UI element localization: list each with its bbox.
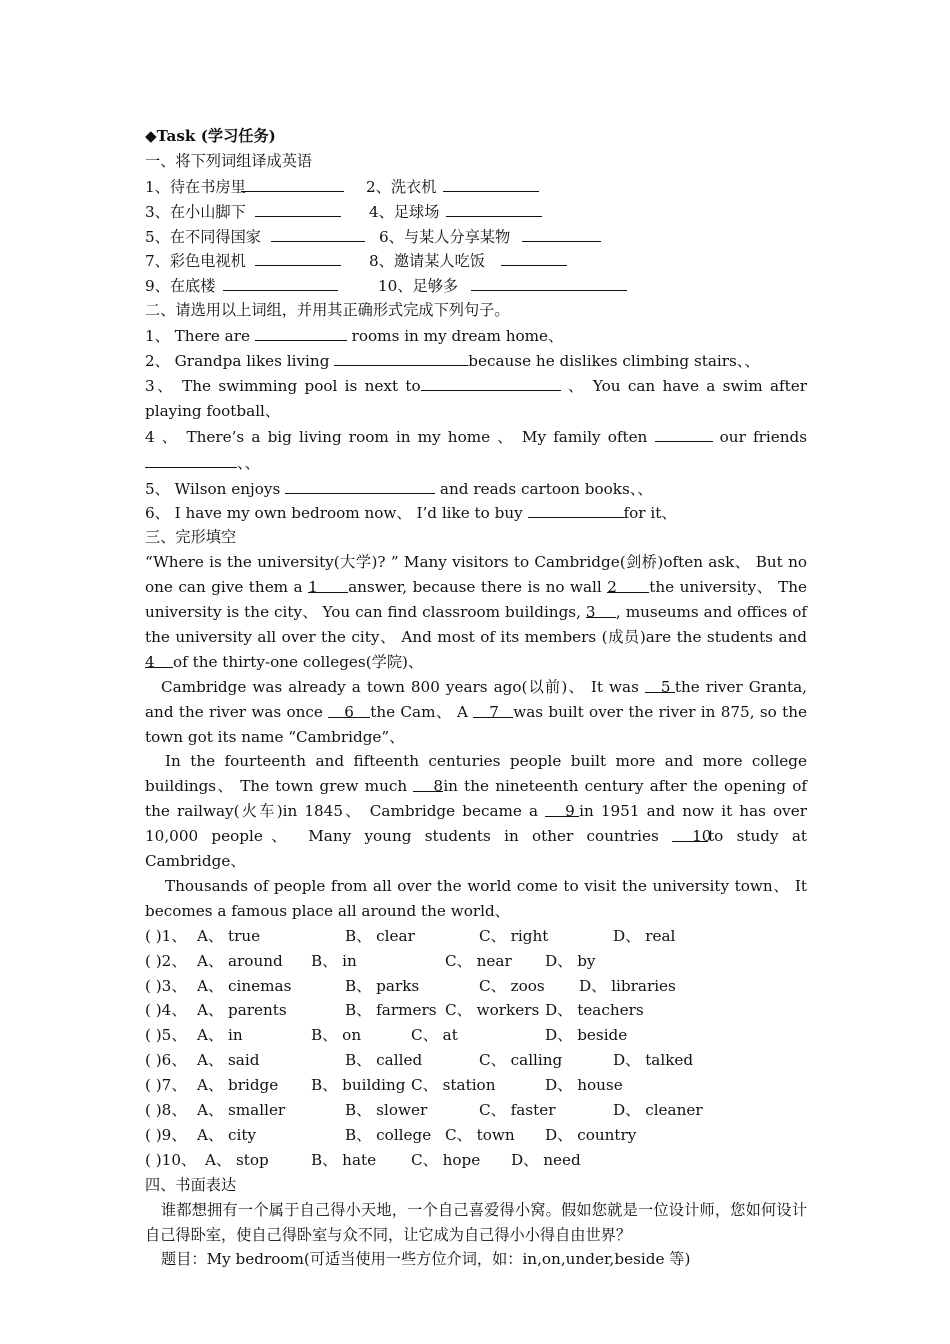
cloze-text: in 1951 and now it has over 10,000 people、 Many young students in other countries <box>145 802 807 846</box>
option-a[interactable]: A、 stop <box>205 1150 269 1169</box>
answer-blank[interactable] <box>145 450 237 468</box>
cloze-blank-1[interactable]: 1 <box>308 575 348 593</box>
sentence-text: 1、 There are <box>145 327 255 346</box>
option-b[interactable]: B、 clear <box>345 926 415 945</box>
option-b[interactable]: B、 called <box>345 1051 423 1070</box>
sentence-1 <box>145 323 807 348</box>
cloze-text: In the fourteenth and fifteenth centuries people built more and more college buildings、 The town grew much <box>145 752 807 796</box>
writing-prompt: 谁都想拥有一个属于自己得小天地，一个自己喜爱得小窝。假如您就是一位设计师，您如何设计自己得卧室，使自己得卧室与众不同，让它成为自己得小小得自由世界？ <box>145 1200 807 1244</box>
question-number: ( )8、 <box>145 1101 187 1120</box>
sentence-text: 4 、 There’s a big living room in my home 、 My family often <box>145 427 655 446</box>
cloze-option-row <box>145 949 807 974</box>
option-d[interactable]: D、 need <box>511 1150 581 1169</box>
answer-blank[interactable] <box>271 224 365 242</box>
vocab-item: 4、足球场 <box>369 202 440 221</box>
cloze-blank-2[interactable]: 2 <box>607 575 649 593</box>
question-number: ( )9、 <box>145 1125 187 1144</box>
vocab-row <box>145 273 807 298</box>
answer-blank[interactable] <box>334 348 468 366</box>
option-c[interactable]: C、 town <box>445 1125 515 1144</box>
writing-topic: 题目：My bedroom(可适当使用一些方位介词，如：in,on,under,beside 等) <box>161 1250 691 1269</box>
cloze-text: “Where is the university(大学)? ” Many visitors to Cambridge(剑桥)often ask、 But no one can give them a <box>145 553 807 597</box>
cloze-option-row <box>145 1148 807 1173</box>
cloze-paragraph-2 <box>145 675 807 750</box>
section3-heading: 三、完形填空 <box>145 528 237 547</box>
cloze-paragraph-1 <box>145 550 807 675</box>
cloze-option-row <box>145 974 807 999</box>
cloze-option-row <box>145 1073 807 1098</box>
section4-heading: 四、书面表达 <box>145 1175 237 1194</box>
vocab-row <box>145 174 807 199</box>
cloze-text: the river Granta, and the river was once <box>145 677 807 721</box>
option-b[interactable]: B、 hate <box>311 1150 377 1169</box>
worksheet <box>145 124 807 1272</box>
answer-blank[interactable] <box>528 500 624 518</box>
option-a[interactable]: A、 true <box>197 926 261 945</box>
vocab-item: 2、洗衣机 <box>366 177 437 196</box>
vocab-item: 6、与某人分享某物 <box>379 227 511 246</box>
option-a[interactable]: A、 bridge <box>197 1076 279 1095</box>
option-d[interactable]: D、 real <box>613 926 676 945</box>
option-c[interactable]: C、 near <box>445 951 512 970</box>
answer-blank[interactable] <box>241 174 344 192</box>
option-c[interactable]: C、 hope <box>411 1150 481 1169</box>
sentence-text: 、 You can have a swim after playing football、 <box>145 376 807 420</box>
question-number: ( )6、 <box>145 1051 187 1070</box>
option-a[interactable]: A、 parents <box>197 1001 287 1020</box>
vocab-item: 8、邀请某人吃饭 <box>369 252 485 271</box>
option-b[interactable]: B、 on <box>311 1026 362 1045</box>
cloze-option-row <box>145 1048 807 1073</box>
cloze-paragraph-4: Thousands of people from all over the world come to visit the university town、 It becomes a famous place all around the world、 <box>145 876 807 920</box>
cloze-text: answer, because there is no wall <box>348 578 608 597</box>
option-b[interactable]: B、 farmers <box>345 1001 437 1020</box>
sentence-6 <box>145 500 807 525</box>
cloze-blank-7[interactable]: 7 <box>473 700 513 718</box>
option-c[interactable]: C、 right <box>479 926 549 945</box>
cloze-blank-10[interactable]: 10 <box>672 824 708 842</box>
cloze-blank-9[interactable]: 9 <box>545 799 579 817</box>
sentence-text: 5、 Wilson enjoys <box>145 479 286 498</box>
sentence-text: 3、 The swimming pool is next to <box>145 376 421 395</box>
option-c[interactable]: C、 workers <box>445 1001 540 1020</box>
cloze-text: in the nineteenth century after the opening of the railway(火车)in 1845、 Cambridge became a <box>145 777 807 821</box>
cloze-text: Cambridge was already a town 800 years ago(以前)、 It was <box>161 677 645 696</box>
cloze-blank-4[interactable]: 4 <box>145 650 173 668</box>
question-number: ( )7、 <box>145 1076 187 1095</box>
option-c[interactable]: C、 zoos <box>479 976 545 995</box>
option-c[interactable]: C、 faster <box>479 1101 556 1120</box>
option-b[interactable]: B、 parks <box>345 976 420 995</box>
option-a[interactable]: A、 in <box>197 1026 243 1045</box>
cloze-options-list <box>145 924 807 1173</box>
cloze-text: the university、 The university is the city、 You can find classroom buildings, <box>145 578 807 622</box>
sentence-text: 、、 <box>237 453 260 472</box>
cloze-text: was built over the river in 875, so the town got its name “Cambridge”、 <box>145 702 807 746</box>
vocab-row <box>145 248 807 273</box>
answer-blank[interactable] <box>255 248 341 266</box>
option-a[interactable]: A、 said <box>197 1051 260 1070</box>
option-a[interactable]: A、 around <box>197 951 283 970</box>
cloze-blank-5[interactable]: 5 <box>645 675 675 693</box>
answer-blank[interactable] <box>421 373 561 391</box>
option-a[interactable]: A、 cinemas <box>197 976 292 995</box>
vocab-item: 5、在不同得国家 <box>145 227 261 246</box>
question-number: ( )2、 <box>145 951 187 970</box>
sentence-2 <box>145 348 807 373</box>
vocab-item: 1、待在书房里 <box>145 177 246 196</box>
option-c[interactable]: C、 station <box>411 1076 496 1095</box>
option-c[interactable]: C、 at <box>411 1026 458 1045</box>
cloze-text: , museums and offices of the university all over the city、 And most of its members (成员)are the students and <box>145 603 807 646</box>
sentence-text: our friends <box>712 427 807 446</box>
option-d[interactable]: D、 libraries <box>579 976 676 995</box>
sentence-5 <box>145 476 807 501</box>
option-b[interactable]: B、 college <box>345 1125 432 1144</box>
vocab-item: 3、在小山脚下 <box>145 202 246 221</box>
option-b[interactable]: B、 building <box>311 1076 406 1095</box>
cloze-text: the Cam、 A <box>370 702 474 721</box>
cloze-blank-3[interactable]: 3 <box>586 600 616 618</box>
answer-blank[interactable] <box>501 248 567 266</box>
option-a[interactable]: A、 smaller <box>197 1101 286 1120</box>
vocab-row <box>145 224 807 249</box>
answer-blank[interactable] <box>443 174 539 192</box>
vocab-item: 10、足够多 <box>378 277 459 296</box>
question-number: ( )10、 <box>145 1150 197 1169</box>
answer-blank[interactable] <box>223 273 338 291</box>
cloze-paragraph-3 <box>145 749 807 874</box>
question-number: ( )5、 <box>145 1026 187 1045</box>
sentence-text: 6、 I have my own bedroom now、 I’d like to buy <box>145 504 528 523</box>
answer-blank[interactable] <box>655 424 713 442</box>
option-c[interactable]: C、 calling <box>479 1051 563 1070</box>
sentence-text: rooms in my dream home、 <box>346 327 564 346</box>
vocab-item: 9、在底楼 <box>145 277 216 296</box>
answer-blank[interactable] <box>471 273 627 291</box>
cloze-option-row <box>145 1123 807 1148</box>
task-title: ◆Task (学习任务) <box>145 127 276 145</box>
answer-blank[interactable] <box>285 476 435 494</box>
option-d[interactable]: D、 beside <box>545 1026 628 1045</box>
option-d[interactable]: D、 house <box>545 1076 623 1095</box>
sentence-text: because he dislikes climbing stairs、、 <box>468 352 760 371</box>
option-d[interactable]: D、 country <box>545 1125 637 1144</box>
option-d[interactable]: D、 cleaner <box>613 1101 703 1120</box>
cloze-option-row <box>145 1098 807 1123</box>
vocab-item: 7、彩色电视机 <box>145 252 246 271</box>
cloze-text: of the thirty-one colleges(学院)、 <box>173 652 424 671</box>
cloze-option-row <box>145 998 807 1023</box>
option-d[interactable]: D、 by <box>545 951 596 970</box>
cloze-option-row <box>145 924 807 949</box>
vocab-row <box>145 199 807 224</box>
section1-heading: 一、将下列词组译成英语 <box>145 151 313 170</box>
option-b[interactable]: B、 slower <box>345 1101 428 1120</box>
question-number: ( )3、 <box>145 976 187 995</box>
option-d[interactable]: D、 talked <box>613 1051 694 1070</box>
answer-blank[interactable] <box>522 224 601 242</box>
question-number: ( )1、 <box>145 926 187 945</box>
sentence-text: for it、 <box>623 504 677 523</box>
option-b[interactable]: B、 in <box>311 951 357 970</box>
answer-blank[interactable] <box>446 199 542 217</box>
answer-blank[interactable] <box>255 323 347 341</box>
cloze-blank-8[interactable]: 8 <box>413 774 443 792</box>
cloze-option-row <box>145 1023 807 1048</box>
answer-blank[interactable] <box>255 199 341 217</box>
section2-heading: 二、请选用以上词组，并用其正确形式完成下列句子。 <box>145 301 510 320</box>
option-d[interactable]: D、 teachers <box>545 1001 644 1020</box>
sentence-text: 2、 Grandpa likes living <box>145 352 335 371</box>
sentence-text: and reads cartoon books、、 <box>435 479 653 498</box>
option-a[interactable]: A、 city <box>197 1125 257 1144</box>
sentence-3 <box>145 373 807 424</box>
cloze-text: to study at Cambridge、 <box>145 827 808 871</box>
sentence-4 <box>145 424 807 476</box>
cloze-blank-6[interactable]: 6 <box>328 700 370 718</box>
question-number: ( )4、 <box>145 1001 187 1020</box>
